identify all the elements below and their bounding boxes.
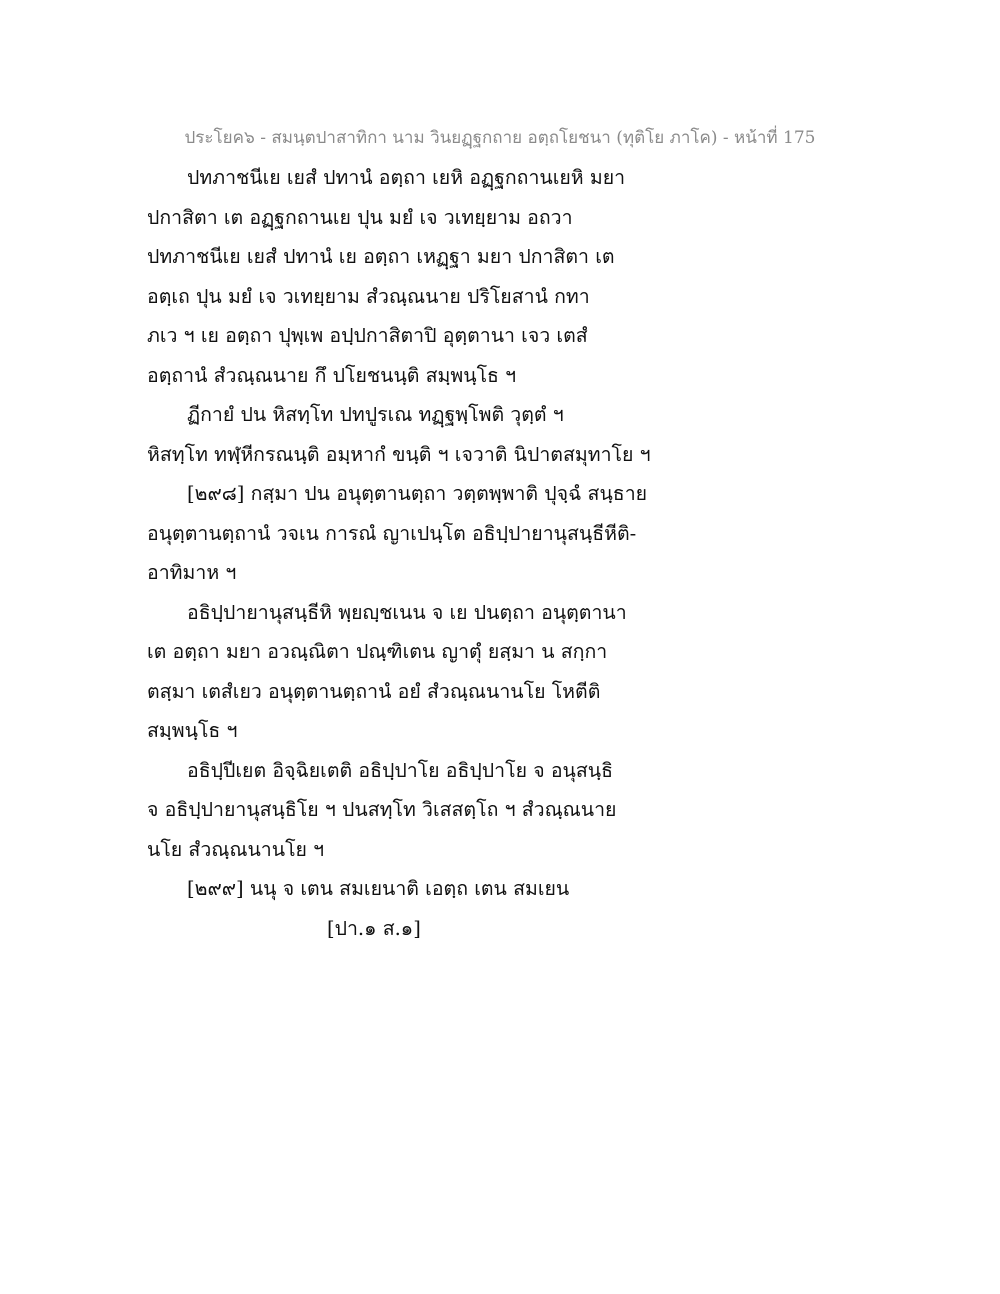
paragraph-line: ฏีกายํ ปน หิสทฺโท ปทปูรเณ ทฏฺฐพฺโพติ วุตฺตํ ฯ — [187, 403, 564, 426]
paragraph-line: อตฺถานํ สํวณฺณนาย กึ ปโยชนนฺติ สมฺพนฺโธ ฯ — [147, 363, 517, 387]
paragraph-line: นโย สํวณฺณนานโย ฯ — [147, 837, 325, 861]
running-header: ประโยค๖ - สมนฺตปาสาทิกา นาม วินยฏฺฐกถาย อตฺถโยชนา (ทุติโย ภาโค) - หน้าที่ 175 — [184, 128, 816, 148]
paragraph-line: ตสฺมา เตสํเยว อนุตฺตานตฺถานํ อยํ สํวณฺณนานโย โหตีติ — [147, 679, 601, 703]
paragraph-line: อตฺเถ ปุน มยํ เจ วเทยฺยาม สํวณฺณนาย ปริโยสานํ กทา — [147, 284, 590, 308]
paragraph-line: อนุตฺตานตฺถานํ วจเน การณํ ญาเปนฺโต อธิปฺปายานุสนฺธีหีติ- — [147, 521, 637, 545]
paragraph-line: ปทภาชนีเย เยสํ ปทานํ เย อตฺถา เหฏฺฐา มยา ปกาสิตา เต — [147, 245, 615, 268]
paragraph-line: [๒๙๘] กสฺมา ปน อนุตฺตานตฺถา วตฺตพฺพาติ ปุจฺฉํ สนฺธาย — [187, 482, 648, 505]
paragraph-line: ภเว ฯ เย อตฺถา ปุพฺเพ อปฺปกาสิตาปิ อุตฺตานา เจว เตสํ — [147, 324, 588, 347]
paragraph-line: จ อธิปฺปายานุสนฺธิโย ฯ ปนสทฺโท วิเสสตฺโถ ฯ สํวณฺณนาย — [147, 798, 617, 821]
body-text — [147, 158, 867, 948]
paragraph-line: อาทิมาห ฯ — [147, 561, 237, 584]
paragraph-line: ปกาสิตา เต อฏฺฐกถานเย ปุน มยํ เจ วเทยฺยาม อถวา — [147, 205, 573, 229]
paragraph-line: สมฺพนฺโธ ฯ — [147, 719, 238, 742]
footer-reference: [ปา.๑ ส.๑] — [327, 916, 421, 940]
paragraph-line: อธิปฺปายานุสนฺธีหิ พฺยญฺชเนน จ เย ปนตฺถา อนุตฺตานา — [187, 600, 627, 624]
paragraph-line: หิสทฺโท ทฬฺหีกรณนฺติ อมฺหากํ ขนฺติ ฯ เจวาติ นิปาตสมุทาโย ฯ — [147, 442, 651, 466]
paragraph-line: ปทภาชนีเย เยสํ ปทานํ อตฺถา เยหิ อฏฺฐกถานเยหิ มยา — [187, 166, 626, 189]
paragraph-line: [๒๙๙] นนุ จ เตน สมเยนาติ เอตฺถ เตน สมเยน — [187, 877, 570, 900]
paragraph-line: เต อตฺถา มยา อวณฺณิตา ปณฺฑิเตน ญาตุํ ยสฺมา น สกฺกา — [147, 640, 608, 663]
paragraph-line: อธิปฺปีเยต อิจฺฉิยเตติ อธิปฺปาโย อธิปฺปาโย จ อนุสนฺธิ — [187, 758, 613, 782]
